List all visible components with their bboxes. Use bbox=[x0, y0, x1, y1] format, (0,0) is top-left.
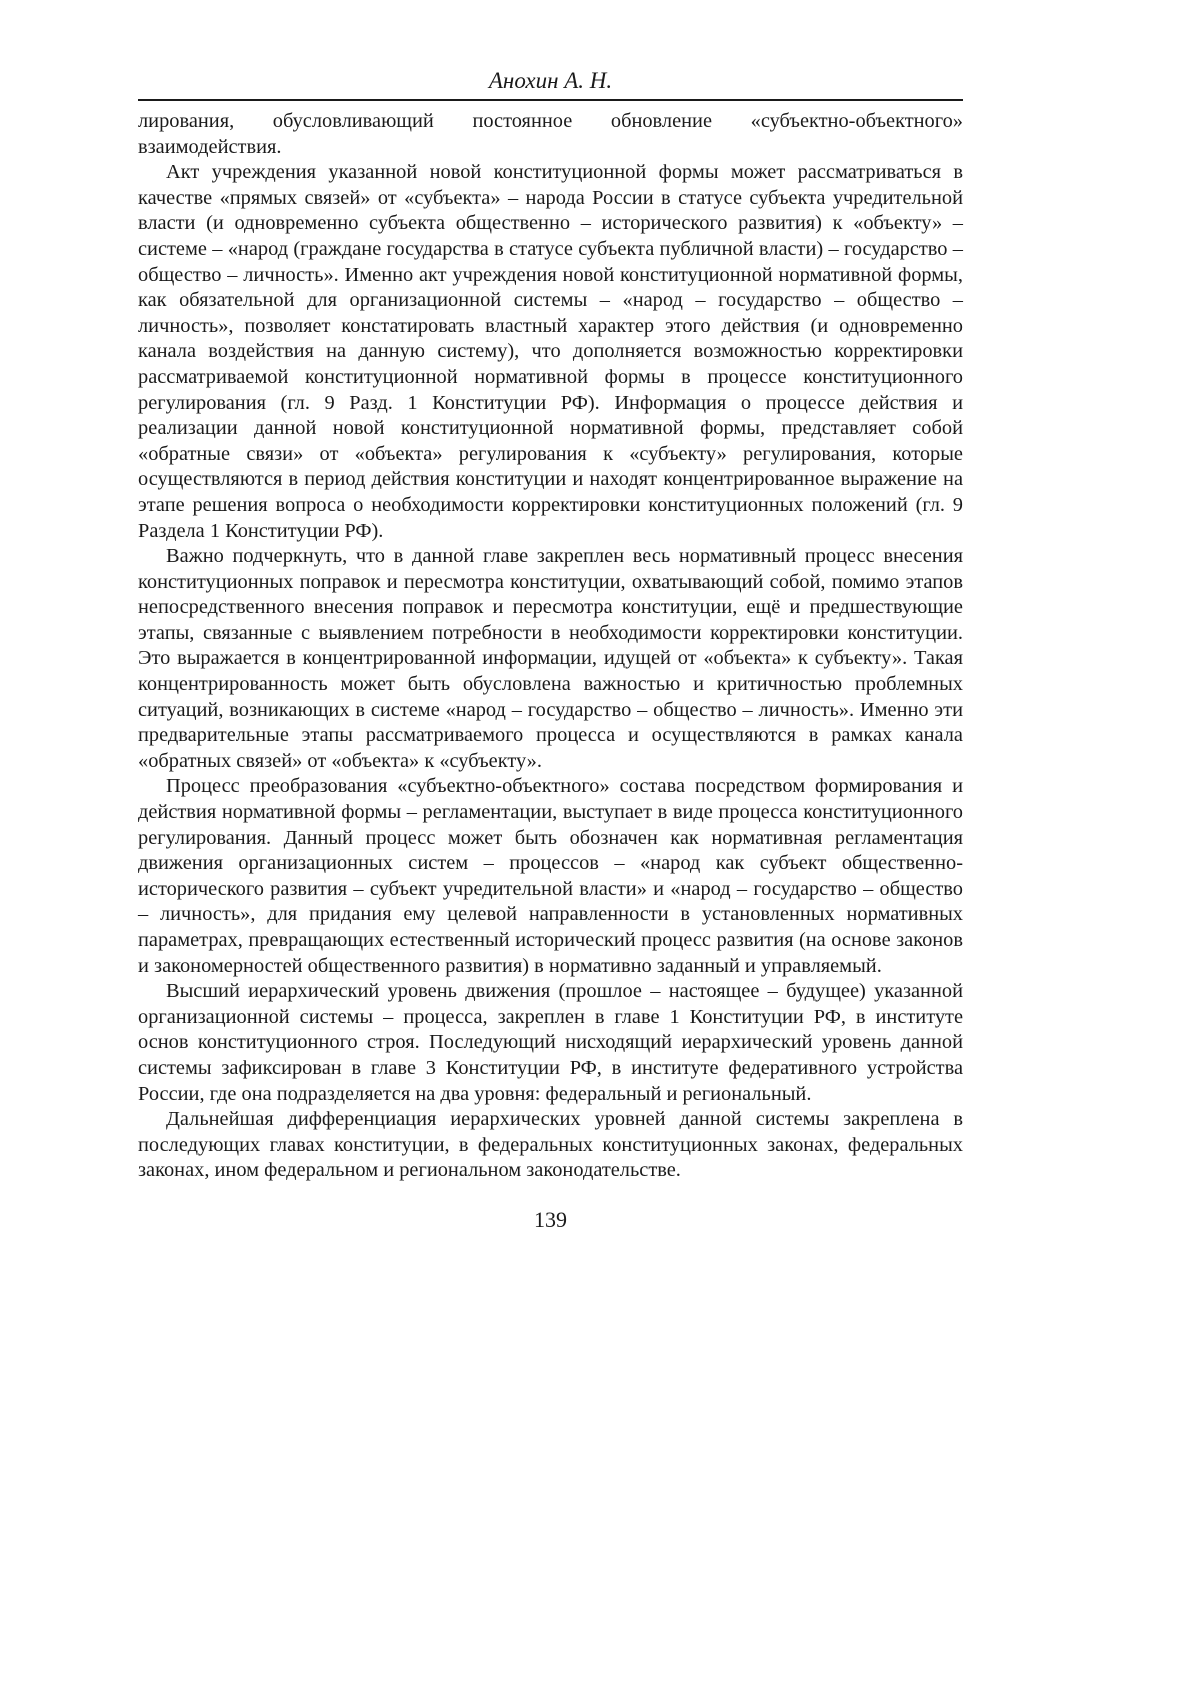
paragraph: Акт учреждения указанной новой конституционной формы может рассматриваться в качестве «прямых связей» от «субъекта» – народа России в статусе субъекта учредительной власти (и одновременно субъекта общественно – исторического развития) к «объекту» – системе – «народ (граждане государства в статусе субъекта публичной власти) – государство – общество – личность». Именно акт учреждения новой конституционной нормативной формы, как обязательной для организационной системы – «народ – государство – общество – личность», позволяет констатировать властный характер этого действия (и одновременно канала воздействия на данную систему), что дополняется возможностью корректировки рассматриваемой конституционной нормативной формы в процессе конституционного регулирования (гл. 9 Разд. 1 Конституции РФ). Информация о процессе действия и реализации данной новой конституционной нормативной формы, представляет собой «обратные связи» от «объекта» регулирования к «субъекту» регулирования, которые осуществляются в период действия конституции и находят концентрированное выражение на этапе решения вопроса о необходимости корректировки конституционных положений (гл. 9 Раздела 1 Конституции РФ). bbox=[138, 160, 963, 544]
journal-page bbox=[138, 66, 963, 1234]
article-body bbox=[138, 109, 963, 1184]
paragraph-continuation: лирования, обусловливающий постоянное обновление «субъектно-объектного» взаимодействия. bbox=[138, 109, 963, 160]
paragraph: Дальнейшая дифференциация иерархических уровней данной системы закреплена в последующих главах конституции, в федеральных конституционных законах, федеральных законах, ином федеральном и региональном законодательстве. bbox=[138, 1107, 963, 1184]
paragraph: Важно подчеркнуть, что в данной главе закреплен весь нормативный процесс внесения конституционных поправок и пересмотра конституции, охватывающий собой, помимо этапов непосредственного внесения поправок и пересмотра конституции, ещё и предшествующие этапы, связанные с выявлением потребности в необходимости корректировки конституции. Это выражается в концентрированной информации, идущей от «объекта» к субъекту». Такая концентрированность может быть обусловлена важностью и критичностью проблемных ситуаций, возникающих в системе «народ – государство – общество – личность». Именно эти предварительные этапы рассматриваемого процесса и осуществляются в рамках канала «обратных связей» от «объекта» к «субъекту». bbox=[138, 544, 963, 774]
page-number: 139 bbox=[138, 1206, 963, 1234]
paragraph: Процесс преобразования «субъектно-объектного» состава посредством формирования и действия нормативной формы – регламентации, выступает в виде процесса конституционного регулирования. Данный процесс может быть обозначен как нормативная регламентация движения организационных систем – процессов – «народ как субъект общественно-исторического развития – субъект учредительной власти» и «народ – государство – общество – личность», для придания ему целевой направленности в установленных нормативных параметрах, превращающих естественный исторический процесс развития (на основе законов и закономерностей общественного развития) в нормативно заданный и управляемый. bbox=[138, 774, 963, 979]
paragraph: Высший иерархический уровень движения (прошлое – настоящее – будущее) указанной организационной системы – процесса, закреплен в главе 1 Конституции РФ, в институте основ конституционного строя. Последующий нисходящий иерархический уровень данной системы зафиксирован в главе 3 Конституции РФ, в институте федеративного устройства России, где она подразделяется на два уровня: федеральный и региональный. bbox=[138, 979, 963, 1107]
running-head-author: Анохин А. Н. bbox=[138, 66, 963, 101]
